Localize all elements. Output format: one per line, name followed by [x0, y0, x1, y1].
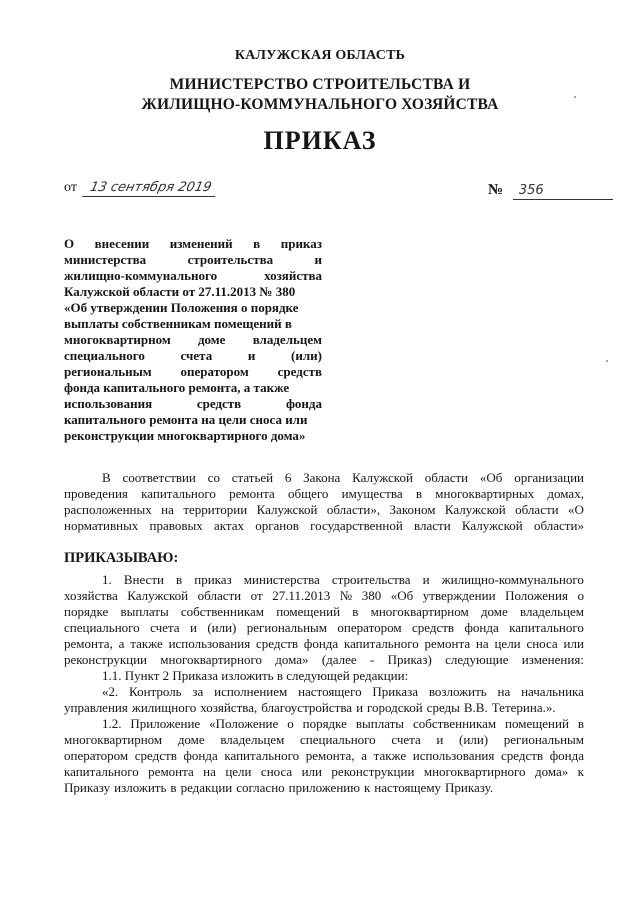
preamble-word: расположенных — [64, 502, 152, 517]
item-1-word: средств — [411, 620, 455, 635]
preamble-word: области», — [326, 502, 381, 517]
preamble-word: территории — [183, 502, 248, 517]
item-1-1-paragraph — [64, 668, 584, 716]
item-1-2-word: средств — [501, 748, 544, 763]
preamble-word: Калужской — [444, 502, 506, 517]
item-1-2-word: и — [436, 732, 444, 747]
item-1-word: Приказ) — [387, 652, 432, 667]
title-line-word: «Об утверждении Положения о порядке — [64, 300, 299, 315]
item-1-line — [64, 652, 584, 668]
region-heading: КАЛУЖСКАЯ ОБЛАСТЬ — [234, 48, 406, 63]
item-1-word: многоквартирном — [370, 604, 469, 619]
item-1-2-word: дома» — [534, 764, 569, 779]
item-1-2-word: средств — [134, 748, 177, 763]
preamble-word: Калужской — [256, 502, 318, 517]
item-1-2-word: ремонта, — [305, 748, 355, 763]
item-1-word: реконструкции — [64, 652, 148, 667]
item-1-word: дома» — [275, 652, 309, 667]
item-1-word: Внести — [123, 572, 164, 587]
ministry-name-line-1: МИНИСТЕРСТВО СТРОИТЕЛЬСТВА И — [169, 76, 471, 93]
item-1-word: порядке — [64, 604, 109, 619]
title-line-word: владельцем — [252, 332, 322, 347]
item-1-1-quote-word: настоящего — [298, 684, 362, 699]
item-1-1-quote-word: В.В. — [463, 700, 488, 715]
item-1-word: доме — [480, 604, 508, 619]
item-1-1-quote-word: жилищного — [131, 700, 197, 715]
item-1-word: в — [352, 604, 359, 619]
item-1-1-quote-word: городской — [367, 700, 423, 715]
ministry-name-line-2: ЖИЛИЩНО-КОММУНАЛЬНОГО ХОЗЯЙСТВА — [141, 96, 499, 113]
item-1-1-quote-word: на — [497, 684, 511, 699]
preamble-word: в — [415, 486, 423, 501]
item-1-word: - — [369, 652, 375, 667]
item-1-word: владельцем — [520, 604, 584, 619]
item-1-paragraph — [64, 572, 584, 668]
item-1-word: утверждении — [422, 588, 496, 603]
title-line-word: строительства — [187, 252, 274, 267]
title-line-word: хозяйства — [264, 268, 322, 283]
title-line — [64, 380, 322, 396]
preamble-word: области — [515, 502, 559, 517]
item-1-word: сноса — [526, 636, 558, 651]
title-line-word: внесении — [94, 236, 150, 251]
item-1-2-word: капитального — [224, 748, 300, 763]
item-1-word: ремонта — [424, 636, 471, 651]
item-1-2-word: приложению — [288, 780, 360, 795]
item-1-1-quote-word: начальника — [521, 684, 584, 699]
item-1-2-word: а — [361, 748, 367, 763]
preamble-word: имущества — [341, 486, 403, 501]
item-1-word: и — [422, 572, 430, 587]
item-1-2-word: доме — [177, 732, 205, 747]
preamble-word: 6 — [284, 470, 292, 485]
item-1-2-word: (или) — [459, 732, 489, 747]
item-1-2-paragraph — [64, 716, 584, 796]
item-1-2-word: настоящему — [374, 780, 442, 795]
item-1-word: ремонта, — [64, 636, 113, 651]
item-1-word: 1. — [102, 572, 112, 587]
item-1-2-word: фонда — [549, 748, 584, 763]
preamble-word: соответствии — [122, 470, 196, 485]
preamble-line — [64, 470, 584, 486]
title-line-word: и — [247, 348, 256, 363]
title-line-word: капитального ремонта на цели сноса или — [64, 412, 308, 427]
item-1-2-word: сноса — [260, 764, 293, 779]
item-1-2-word: собственникам — [412, 716, 497, 731]
title-line-word: доме — [197, 332, 226, 347]
preamble-word: В — [102, 470, 111, 485]
preamble-word: статьей — [231, 470, 274, 485]
item-1-word: средств — [256, 636, 299, 651]
item-1-2-word: выплаты — [355, 716, 405, 731]
item-1-word: Калужской — [127, 588, 189, 603]
item-1-1-quote-word: Тетерина.». — [491, 700, 556, 715]
item-1-2-word: региональным — [503, 732, 584, 747]
item-1-2-word: «Положение — [209, 716, 279, 731]
item-1-word: в — [176, 572, 183, 587]
item-1-word: многоквартирного — [160, 652, 262, 667]
title-line-word: в — [253, 236, 261, 251]
item-1-2-word: порядке — [302, 716, 347, 731]
preamble-word: Законом — [389, 502, 436, 517]
item-1-line — [64, 636, 584, 652]
item-1-word: счета — [150, 620, 180, 635]
item-1-2-line — [64, 716, 584, 732]
item-1-1-quote-word: возложить — [428, 684, 487, 699]
preamble-word: нормативных — [64, 518, 139, 533]
title-line — [64, 236, 322, 252]
title-line-word: жилищно-коммунального — [64, 268, 218, 283]
title-line-word: реконструкции многоквартирного дома» — [64, 428, 306, 443]
preamble-line — [64, 502, 584, 518]
item-1-2-word: реконструкции — [331, 764, 415, 779]
item-1-word: специального — [64, 620, 140, 635]
item-1-word: (далее — [321, 652, 357, 667]
item-1-2-word: на — [203, 764, 216, 779]
item-1-2-word: оператором — [64, 748, 129, 763]
title-line-word: министерства — [64, 252, 147, 267]
item-1-2-word: к — [577, 764, 584, 779]
item-1-word: приказ — [194, 572, 232, 587]
item-1-2-word: 1.2. — [102, 716, 122, 731]
item-1-1-quote-word: за — [192, 684, 204, 699]
item-1-word: капитального — [509, 620, 584, 635]
preamble-word: ремонта — [229, 486, 275, 501]
number-symbol: № — [488, 182, 504, 198]
item-1-2-word: также — [373, 748, 407, 763]
item-1-1-quote-line — [64, 684, 584, 700]
title-line — [64, 332, 322, 348]
item-1-2-word: капитального — [64, 764, 139, 779]
item-1-2-word: владельцем — [220, 732, 285, 747]
title-line-word: средств — [196, 396, 242, 411]
preamble-word: власти — [414, 518, 451, 533]
item-1-word: изменения: — [521, 652, 584, 667]
preamble-word: домах, — [547, 486, 584, 501]
item-1-word: следующие — [445, 652, 509, 667]
item-1-word: и — [189, 620, 197, 635]
title-line-word: счета — [180, 348, 213, 363]
item-1-word: или — [563, 636, 584, 651]
preamble-word: актах — [213, 518, 244, 533]
item-1-2-line — [64, 764, 584, 780]
item-1-word: помещений — [276, 604, 341, 619]
item-1-2-word: счета — [391, 732, 421, 747]
number-field — [488, 182, 613, 200]
item-1-word: (или) — [207, 620, 237, 635]
preamble-word: Калужской — [461, 518, 523, 533]
title-line-word: приказ — [280, 236, 322, 251]
item-1-2-word: в — [170, 780, 177, 795]
preamble-line — [64, 486, 584, 502]
item-1-1-quote-word: среды — [426, 700, 460, 715]
item-1-2-word: в — [577, 716, 584, 731]
number-underline — [513, 182, 613, 200]
item-1-word: на — [475, 636, 489, 651]
item-1-2-line — [64, 732, 584, 748]
preamble-line — [64, 518, 584, 534]
item-1-word: также — [130, 636, 163, 651]
scan-speck — [606, 360, 608, 362]
document-type-title: ПРИКАЗ — [263, 126, 377, 155]
item-1-2-word: использования — [412, 748, 495, 763]
title-line — [64, 284, 322, 300]
item-1-word: № — [339, 588, 353, 603]
title-line — [64, 252, 322, 268]
item-1-2-word: помещений — [505, 716, 569, 731]
item-1-word: цели — [494, 636, 521, 651]
handwritten-date: 13 сентября 2019 — [83, 180, 220, 197]
preamble-word: правовых — [149, 518, 203, 533]
item-1-1-quote-word: управления — [64, 700, 128, 715]
item-1-word: капитального — [343, 636, 419, 651]
title-line-word: фонда — [285, 396, 322, 411]
item-1-word: о — [577, 588, 584, 603]
order-keyword: ПРИКАЗЫВАЮ: — [64, 550, 179, 566]
title-line-word: и — [314, 252, 322, 267]
handwritten-number: 356 — [518, 183, 544, 198]
preamble-word: государственной — [310, 518, 403, 533]
title-line-word: изменений — [169, 236, 233, 251]
item-1-2-word: многоквартирного — [423, 764, 526, 779]
title-line — [64, 412, 322, 428]
title-line — [64, 316, 322, 332]
title-line-word: (или) — [291, 348, 322, 363]
title-line-word: региональным — [64, 364, 152, 379]
preamble-word: области» — [533, 518, 584, 533]
item-1-2-word: Приказу. — [445, 780, 494, 795]
item-1-word: Положения — [505, 588, 568, 603]
item-1-word: области — [197, 588, 242, 603]
preamble-word: области — [424, 470, 469, 485]
item-1-2-word: специального — [299, 732, 376, 747]
item-1-2-word: многоквартирном — [64, 732, 163, 747]
preamble-word: организации — [514, 470, 584, 485]
title-line-word: многоквартирном — [64, 332, 171, 347]
preamble-word: на — [161, 502, 174, 517]
item-1-1-text: 1.1. Пункт 2 Приказа изложить в следующей редакции: — [102, 668, 409, 683]
item-1-2-word: ремонта — [148, 764, 194, 779]
preamble-word: Закона — [303, 470, 341, 485]
item-1-word: а — [118, 636, 125, 651]
item-1-2-line — [64, 780, 584, 796]
scan-speck — [574, 96, 576, 98]
item-1-word: 380 — [361, 588, 382, 603]
item-1-word: региональным — [246, 620, 328, 635]
date-prefix: от — [64, 180, 77, 195]
title-line — [64, 268, 322, 284]
preamble-word: многоквартирных — [435, 486, 535, 501]
item-1-2-word: изложить — [114, 780, 167, 795]
item-1-word: «Об — [390, 588, 414, 603]
item-1-word: 27.11.2013 — [272, 588, 331, 603]
item-1-word: хозяйства — [64, 588, 118, 603]
preamble-word: проведения — [64, 486, 128, 501]
item-1-2-line — [64, 748, 584, 764]
title-line — [64, 348, 322, 364]
item-1-1-quote-word: благоустройства — [261, 700, 353, 715]
item-1-word: фонда — [464, 620, 499, 635]
item-1-word: использования — [168, 636, 251, 651]
date-field — [64, 180, 217, 197]
item-1-1-quote-word: Контроль — [129, 684, 182, 699]
item-1-word: строительства — [331, 572, 411, 587]
item-1-1-quote-word: исполнением — [214, 684, 288, 699]
item-1-word: фонда — [303, 636, 339, 651]
preamble-word: «О — [568, 502, 584, 517]
preamble-paragraph — [64, 470, 584, 534]
item-1-line — [64, 620, 584, 636]
item-1-2-word: редакции — [180, 780, 233, 795]
item-1-2-word: цели — [225, 764, 252, 779]
title-line-word: выплаты собственникам помещений в — [64, 316, 292, 331]
item-1-line — [64, 572, 584, 588]
title-line — [64, 300, 322, 316]
title-line — [64, 396, 322, 412]
title-line-word: фонда капитального ремонта, а также — [64, 380, 290, 395]
item-1-line — [64, 604, 584, 620]
item-1-word: министерства — [243, 572, 320, 587]
preamble-word: со — [207, 470, 220, 485]
item-1-1-quote-word: «2. — [102, 684, 119, 699]
item-1-2-word: Приложение — [130, 716, 201, 731]
item-1-word: выплаты — [120, 604, 169, 619]
preamble-word: капитального — [141, 486, 216, 501]
item-1-2-word: или — [301, 764, 322, 779]
item-1-word: оператором — [337, 620, 402, 635]
item-1-1-quote-word: хозяйства, — [200, 700, 258, 715]
title-line-word: О — [64, 236, 75, 251]
title-line-word: Калужской области от 27.11.2013 № 380 — [64, 284, 296, 299]
item-1-2-word: фонда — [183, 748, 218, 763]
item-1-1-quote-line — [64, 700, 584, 716]
preamble-word: «Об — [479, 470, 503, 485]
item-1-1-quote-word: и — [356, 700, 364, 715]
preamble-word: Калужской — [352, 470, 413, 485]
item-1-word: от — [250, 588, 263, 603]
item-1-2-word: к — [363, 780, 371, 795]
title-line-word: средств — [277, 364, 322, 379]
item-1-word: собственникам — [180, 604, 265, 619]
item-1-2-word: согласно — [236, 780, 285, 795]
item-1-2-word: Приказу — [64, 780, 111, 795]
title-line — [64, 364, 322, 380]
item-1-1-quote-word: Приказа — [372, 684, 419, 699]
title-line-word: специального — [64, 348, 145, 363]
preamble-word: общего — [287, 486, 329, 501]
item-1-word: жилищно-коммунального — [441, 572, 584, 587]
item-1-1-line — [64, 668, 584, 684]
title-line-word: оператором — [180, 364, 249, 379]
title-line-word: использования — [64, 396, 153, 411]
title-line — [64, 428, 322, 444]
order-title-block — [64, 236, 322, 444]
item-1-line — [64, 588, 584, 604]
preamble-word: органов — [255, 518, 299, 533]
item-1-2-word: о — [287, 716, 294, 731]
